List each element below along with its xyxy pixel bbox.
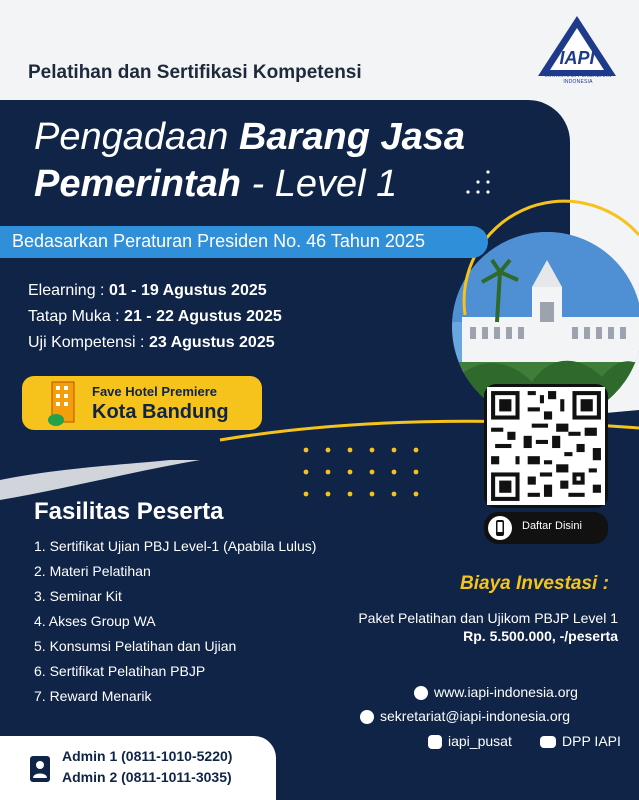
facility-item: 4. Akses Group WA	[34, 613, 156, 629]
contact-card-icon	[30, 756, 50, 782]
youtube-text: DPP IAPI	[562, 733, 621, 749]
registration-qr-code[interactable]	[484, 384, 608, 508]
schedule-label: Elearning :	[28, 282, 109, 299]
instagram-text: iapi_pusat	[448, 733, 512, 749]
investment-title: Biaya Investasi :	[460, 573, 609, 594]
instagram-icon	[428, 735, 442, 749]
schedule-tatap-muka	[28, 308, 282, 326]
title-line-1	[34, 115, 465, 159]
email-contact[interactable]	[360, 708, 570, 724]
title-line-2	[34, 162, 397, 206]
schedule-value: 21 - 22 Agustus 2025	[124, 308, 282, 325]
title-line-1-normal: Pengadaan	[34, 116, 239, 158]
investment-package: Paket Pelatihan dan Ujikom PBJP Level 1	[358, 610, 618, 626]
svg-text:IAPI: IAPI	[559, 48, 595, 68]
website-text: www.iapi-indonesia.org	[434, 684, 578, 700]
venue-name: Fave Hotel Premiere	[92, 384, 218, 399]
venue-city: Kota Bandung	[92, 401, 229, 423]
title-line-1-bold: Barang Jasa	[238, 116, 465, 158]
schedule-elearning	[28, 282, 267, 300]
email-text: sekretariat@iapi-indonesia.org	[380, 708, 571, 724]
facility-item: 2. Materi Pelatihan	[34, 563, 151, 579]
facility-item: 6. Sertifikat Pelatihan PBJP	[34, 663, 206, 679]
admin-1-phone[interactable]: Admin 1 (0811-1010-5220)	[62, 748, 233, 764]
title-line-2-bold: Pemerintah	[34, 163, 241, 205]
website-contact[interactable]	[414, 684, 578, 700]
facility-item: 5. Konsumsi Pelatihan dan Ujian	[34, 638, 237, 654]
facilities-title: Fasilitas Peserta	[34, 498, 224, 525]
schedule-value: 23 Agustus 2025	[148, 334, 275, 351]
schedule-uji-kompetensi	[28, 334, 275, 352]
globe-icon	[414, 686, 428, 700]
hotel-building-icon	[46, 378, 86, 426]
facility-item: 7. Reward Menarik	[34, 688, 152, 704]
schedule-label: Tatap Muka :	[28, 308, 125, 325]
schedule-value: 01 - 19 Agustus 2025	[108, 282, 267, 299]
schedule-label: Uji Kompetensi :	[28, 334, 149, 351]
decorative-dot-grid	[300, 444, 420, 500]
phone-icon	[488, 516, 512, 540]
event-subtitle: Pelatihan dan Sertifikasi Kompetensi	[28, 62, 362, 83]
facility-item: 3. Seminar Kit	[34, 588, 122, 604]
admin-2-phone[interactable]: Admin 2 (0811-1011-3035)	[62, 769, 232, 785]
investment-price: Rp. 5.500.000, -/peserta	[463, 628, 618, 644]
register-label: Daftar Disini	[522, 520, 582, 532]
title-line-2-normal: - Level 1	[240, 163, 398, 205]
instagram-contact[interactable]	[428, 733, 512, 749]
mail-icon	[360, 710, 374, 724]
youtube-icon	[540, 736, 556, 748]
youtube-contact[interactable]	[540, 733, 621, 749]
facility-item: 1. Sertifikat Ujian PBJ Level-1 (Apabila Lulus)	[34, 538, 317, 554]
logo-caption: IKATAN AHLI PENGADAAN INDONESIA	[544, 73, 612, 85]
regulation-text: Bedasarkan Peraturan Presiden No. 46 Tahun 2025	[12, 231, 425, 251]
